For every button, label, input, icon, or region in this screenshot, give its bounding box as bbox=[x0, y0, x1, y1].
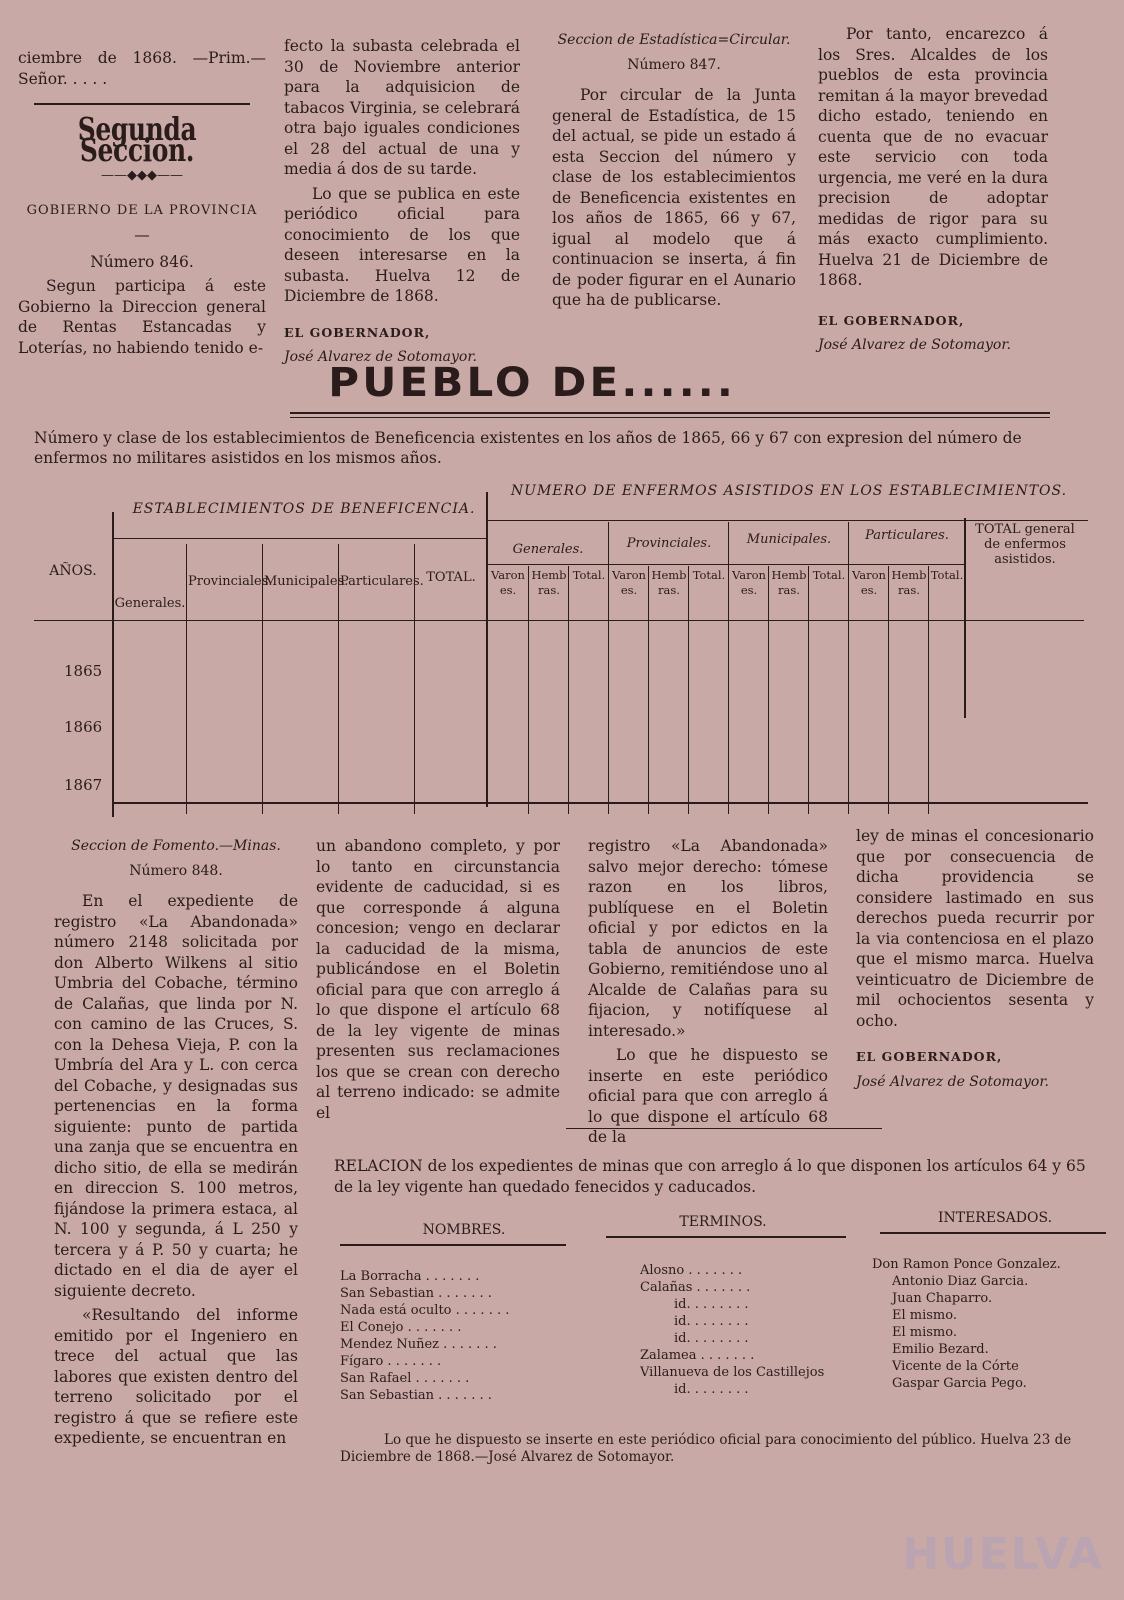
fomento-text: un abandono completo, y por lo tanto en circunstancia evidente de caducidad, si es que corresponde á alguna concesion; vengo en declarar la caducidad de la misma, publicándose en el Boletin oficial para que con arreglo á lo que dispone el artículo 68 de la ley vigente de minas presenten sus reclamaciones los que se crean con derecho al terreno indicado: se admite el bbox=[316, 837, 560, 1122]
group-municipales: Municipales. bbox=[746, 532, 832, 547]
establecimientos-header: ESTABLECIMIENTOS DE BENEFICENCIA. bbox=[132, 501, 476, 517]
table-line bbox=[928, 566, 929, 814]
relacion-interesados-list bbox=[872, 1256, 1102, 1392]
table-title: Número y clase de los establecimientos de Beneficencia existentes en los años de 1865, 66 y 67 con expresion del número de enfermos no militares asistidos en los mismos años. bbox=[34, 429, 1022, 467]
relacion-terminos-header: TERMINOS. bbox=[679, 1214, 767, 1230]
table-line bbox=[880, 1232, 1106, 1234]
sub-total: Total. bbox=[572, 568, 606, 582]
list-item: Alosno . . . bbox=[640, 1262, 870, 1279]
column-1 bbox=[18, 48, 266, 362]
list-item: id. . . . bbox=[640, 1330, 870, 1347]
signature-title: EL GOBERNADOR, bbox=[856, 1049, 1003, 1064]
auction-text: fecto la subasta celebrada el 30 de Noviembre anterior para la adquisicion de tabacos Virginia, se celebrará otra bajo iguales condiciones el 28 del actual de una y media á dos de su tarde. bbox=[284, 37, 520, 178]
list-item: San Sebastian . . . bbox=[340, 1387, 580, 1404]
sub-hembras: Hembras. bbox=[531, 568, 567, 597]
list-item: Calañas . . . bbox=[640, 1279, 870, 1296]
list-item: Nada está oculto . . . bbox=[340, 1302, 580, 1319]
list-item: id. . . . bbox=[640, 1296, 870, 1313]
fomento-text: registro «La Abandonada» salvo mejor derecho: tómese razon en los libros, publíquese en el Boletin oficial y por edictos en la tabla de anuncios de este Gobierno, remitiéndose uno al Alcalde de Calañas para su fijacion, y notifíquese al interesado.» bbox=[588, 837, 828, 1040]
column-2 bbox=[284, 36, 520, 372]
sub-total: Total. bbox=[930, 568, 964, 582]
ornament: ——◆◆◆—— bbox=[101, 168, 183, 183]
sub-hembras: Hembras. bbox=[651, 568, 687, 597]
fomento-text: ley de minas el concesionario que por consecuencia de dicha providencia se considere lastimado en sus derechos pueda recurrir por la via contenciosa en el plazo que el mismo marca. Huelva veinticuatro de Diciembre de mil ochocientos sesenta y ocho. bbox=[856, 827, 1094, 1030]
notice-number: Número 846. bbox=[90, 252, 194, 271]
fomento-column-1 bbox=[54, 836, 298, 1453]
sub-total: Total. bbox=[692, 568, 726, 582]
list-item: id. . . . bbox=[640, 1381, 870, 1398]
directive-text: Por tanto, encarezco á los Sres. Alcaldes de los pueblos de esta provincia remitan á la mayor brevedad dicho estado, teniendo en cuenta que de no evacuar este servicio con toda urgencia, me veré en la dura precision de adoptar medidas de rigor para su más exacto cumplimiento. Huelva 21 de Diciembre de 1868. bbox=[818, 25, 1048, 289]
table-line bbox=[112, 512, 114, 817]
sub-varones: Varones. bbox=[491, 568, 525, 597]
group-provinciales: Provinciales. bbox=[626, 536, 712, 551]
relacion-terminos-list bbox=[640, 1262, 870, 1398]
notice-number: Número 847. bbox=[627, 56, 721, 73]
relacion-nombres-list bbox=[340, 1268, 580, 1404]
fomento-paragraph-2: «Resultando del informe emitido por el Ingeniero en trece del actual que las labores que existen dentro del terreno solicitado por el registro á que se refiere este expediente, se encuentran en bbox=[54, 1306, 298, 1447]
table-line bbox=[728, 522, 729, 814]
year-row: 1867 bbox=[64, 776, 103, 794]
list-item: La Borracha . . . bbox=[340, 1268, 580, 1285]
table-line bbox=[888, 566, 889, 814]
total-general-header: TOTAL general de enfermos asistidos. bbox=[975, 522, 1075, 567]
table-line bbox=[606, 1236, 846, 1238]
list-item: El mismo. bbox=[892, 1325, 957, 1340]
table-line bbox=[488, 564, 964, 565]
anos-header: AÑOS. bbox=[49, 563, 97, 579]
table-line bbox=[114, 538, 486, 539]
list-item: Don Ramon Ponce Gonzalez. bbox=[872, 1257, 1061, 1272]
list-item: Villanueva de los Castillejos bbox=[640, 1365, 825, 1380]
est-col-provinciales: Provinciales. bbox=[188, 574, 273, 589]
list-item: Emilio Bezard. bbox=[892, 1342, 989, 1357]
subheading: GOBIERNO DE LA PROVINCIA bbox=[26, 202, 258, 218]
est-col-generales: Generales. bbox=[114, 596, 186, 611]
list-item: Fígaro . . . bbox=[340, 1353, 580, 1370]
fomento-paragraph-1: En el expediente de registro «La Abandonada» número 2148 solicitada por don Alberto Wilkens al sitio Umbria del Cobache, término de Calañas, que linda por N. con camino de las Cruces, S. con la Dehesa Vieja, P. con la Umbría del Ara y L. con cerca del Cobache, y designadas sus pertenencias en la forma siguiente: punto de partida una zanja que se encuentra en dicho sitio, de ella se medirán en direccion S. 100 metros, fijándose la primera estaca, al N. 100 y segunda, á L 250 y tercera y á P. 50 y cuarta; he dictado en el dia de ayer el siguiente decreto. bbox=[54, 892, 298, 1300]
sub-hembras: Hembras. bbox=[891, 568, 927, 597]
table-line bbox=[648, 566, 649, 814]
year-row: 1866 bbox=[64, 718, 103, 736]
statistics-table bbox=[34, 483, 1084, 817]
table-line bbox=[488, 520, 1088, 521]
section-title: Segunda Seccion. bbox=[77, 110, 197, 169]
relacion-title: RELACION de los expedientes de minas que con arreglo á lo que disponen los artículos 64 y 65 de la ley vigente han quedado fenecidos y caducados. bbox=[334, 1157, 1086, 1196]
statistics-heading: Seccion de Estadística=Circular. bbox=[557, 32, 791, 48]
list-item: Vicente de la Córte bbox=[892, 1359, 1019, 1374]
list-item: El mismo. bbox=[892, 1308, 957, 1323]
relacion-footer: Lo que he dispuesto se inserte en este periódico oficial para conocimiento del público. Huelva 23 de Diciembre de 1868.—José Alvarez de Sotomayor. bbox=[340, 1432, 1072, 1465]
pueblo-title: PUEBLO DE...... bbox=[328, 360, 737, 406]
divider bbox=[566, 1128, 882, 1129]
list-item: id. . . . bbox=[640, 1313, 870, 1330]
relacion-interesados-header: INTERESADOS. bbox=[937, 1210, 1053, 1226]
est-col-municipales: Municipales. bbox=[264, 574, 349, 589]
table-line bbox=[186, 544, 187, 814]
signature-name: José Alvarez de Sotomayor. bbox=[856, 1073, 1049, 1090]
table-line bbox=[114, 802, 1088, 804]
divider bbox=[34, 103, 250, 105]
fomento-column-2 bbox=[316, 836, 560, 1127]
signature-title: EL GOBERNADOR, bbox=[818, 312, 965, 328]
sub-varones: Varones. bbox=[612, 568, 646, 597]
table-line bbox=[848, 522, 849, 814]
fomento-column-4 bbox=[856, 826, 1094, 1096]
list-item: Gaspar Garcia Pego. bbox=[892, 1376, 1027, 1391]
list-item: Mendez Nuñez . . . bbox=[340, 1336, 580, 1353]
column-4 bbox=[818, 24, 1048, 360]
table-line bbox=[808, 566, 809, 814]
signature-name: José Alvarez de Sotomayor. bbox=[284, 349, 477, 365]
title-underline bbox=[290, 412, 1050, 418]
est-col-particulares: Particulares. bbox=[340, 574, 424, 589]
relacion-nombres-header: NOMBRES. bbox=[422, 1222, 506, 1238]
group-particulares: Particulares. bbox=[865, 528, 949, 543]
fomento-heading: Seccion de Fomento.—Minas. bbox=[71, 838, 281, 854]
group-generales: Generales. bbox=[512, 542, 584, 557]
table-line bbox=[568, 566, 569, 814]
list-item: Zalamea . . . bbox=[640, 1347, 870, 1364]
dash: — bbox=[134, 226, 150, 244]
circular-text: Por circular de la Junta general de Estadística, de 15 del actual, se pide un estado á esta Seccion del número y clase de los establecimientos de Beneficencia existentes en los años de 1865, 66 y 67, igual al modelo que á continuacion se inserta, á fin de poder figurar en el Aunario que ha de publicarse. bbox=[552, 86, 796, 309]
archive-watermark: HUELVA bbox=[902, 1529, 1104, 1580]
list-item: Antonio Diaz Garcia. bbox=[892, 1274, 1029, 1289]
table-line bbox=[608, 522, 609, 814]
list-item: San Sebastian . . . bbox=[340, 1285, 580, 1302]
sub-hembras: Hembras. bbox=[771, 568, 807, 597]
signature-title: EL GOBERNADOR, bbox=[284, 324, 431, 340]
publication-text: Lo que se publica en este periódico oficial para conocimiento de los que deseen interesarse en la subasta. Huelva 12 de Diciembre de 1868. bbox=[284, 184, 520, 305]
column-3 bbox=[552, 30, 796, 315]
est-col-total: TOTAL. bbox=[426, 570, 476, 585]
sub-varones: Varones. bbox=[732, 568, 766, 597]
signature-name: José Alvarez de Sotomayor. bbox=[818, 337, 1011, 353]
sub-varones: Varones. bbox=[852, 568, 886, 597]
fomento-text: Lo que he dispuesto se inserte en este periódico oficial para que con arreglo á lo que dispone el artículo 68 de la bbox=[588, 1046, 828, 1146]
list-item: Juan Chaparro. bbox=[892, 1291, 993, 1306]
year-row: 1865 bbox=[64, 662, 103, 680]
table-line bbox=[486, 492, 488, 807]
lead-text: ciembre de 1868. —Prim.— Señor. . . . . bbox=[18, 49, 266, 88]
notice-number: Número 848. bbox=[129, 862, 223, 879]
table-line bbox=[528, 566, 529, 814]
table-line bbox=[340, 1244, 566, 1246]
notice-text: Segun participa á este Gobierno la Direccion general de Rentas Estancadas y Loterías, no habiendo tenido e- bbox=[18, 277, 266, 357]
numero-header: NUMERO DE ENFERMOS ASISTIDOS EN LOS ESTABLECIMIENTOS. bbox=[510, 483, 1068, 499]
table-line bbox=[688, 566, 689, 814]
list-item: San Rafael . . . bbox=[340, 1370, 580, 1387]
table-line bbox=[768, 566, 769, 814]
table-line bbox=[34, 620, 1084, 621]
fomento-column-3 bbox=[588, 836, 828, 1152]
list-item: El Conejo . . . bbox=[340, 1319, 580, 1336]
sub-total: Total. bbox=[812, 568, 846, 582]
